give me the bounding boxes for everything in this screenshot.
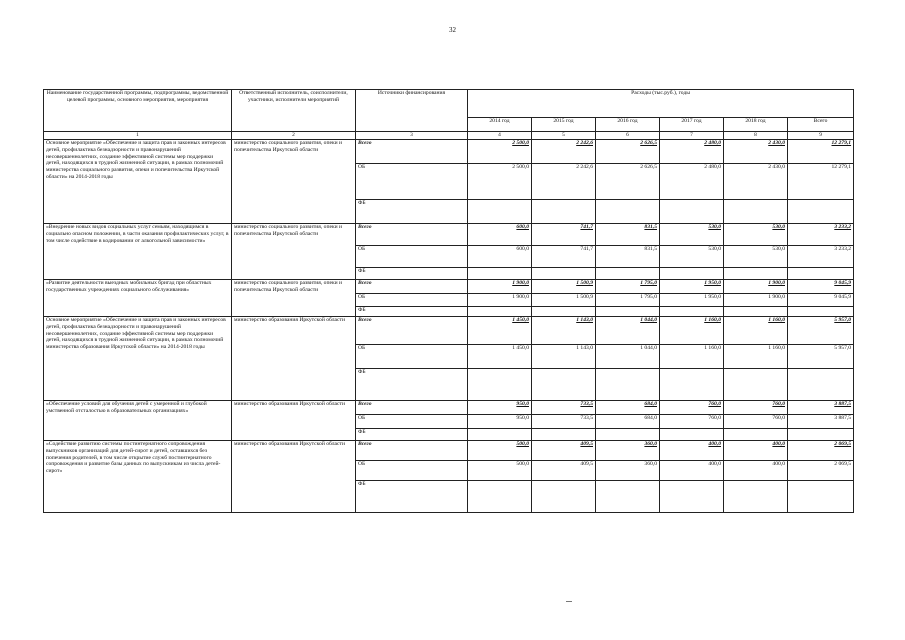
amount-cell	[788, 200, 854, 224]
amount-cell	[660, 481, 724, 513]
amount-cell: 2 242,6	[532, 164, 596, 200]
program-name-cell: Основное мероприятие «Обеспечение и защита прав и законных интересов детей, профилактика безнадзорности и правонарушений несовершеннолетних, создание эффективной системы мер поддержки детей, находящихся в трудной жизненной ситуации, в рамках полномочий министерства социального развития, опеки и попечительства Иркутской области» на 2014-2018 годы	[44, 140, 232, 224]
amount-cell	[660, 429, 724, 441]
amount-cell	[596, 481, 660, 513]
table-body	[44, 140, 854, 513]
amount-cell: 1 450,0	[468, 317, 532, 345]
table-row	[44, 401, 854, 415]
amount-cell	[788, 481, 854, 513]
amount-cell: 1 500,9	[532, 280, 596, 294]
amount-cell: 2 626,5	[596, 140, 660, 164]
amount-cell: 1 160,0	[724, 345, 788, 369]
amount-cell: 530,0	[724, 246, 788, 268]
amount-cell: 409,5	[532, 461, 596, 481]
page-number: 32	[449, 26, 456, 34]
amount-cell: 760,0	[724, 401, 788, 415]
funding-source-cell: ФБ	[356, 268, 468, 280]
amount-cell: 2 242,6	[532, 140, 596, 164]
amount-cell: 950,0	[468, 401, 532, 415]
amount-cell: 2 430,0	[724, 164, 788, 200]
table-row	[44, 317, 854, 345]
amount-cell: 760,0	[660, 415, 724, 429]
header-year: 2017 год	[660, 118, 724, 132]
amount-cell: 741,7	[532, 224, 596, 246]
funding-source-cell: ФБ	[356, 307, 468, 317]
amount-cell	[596, 200, 660, 224]
program-name-cell: «Внедрение новых видов социальных услуг семьям, находящимся в социально опасном положении, в части оказания профилактических услуг, в том числе содействие в кодировании от алкогольной зависимости»	[44, 224, 232, 280]
responsible-cell: министерство социального развития, опеки и попечительства Иркутской области	[232, 140, 356, 224]
amount-cell: 2 430,0	[724, 140, 788, 164]
amount-cell	[468, 307, 532, 317]
column-number: 8	[724, 132, 788, 140]
column-number: 1	[44, 132, 232, 140]
funding-source-cell: ОБ	[356, 164, 468, 200]
header-year: 2014 год	[468, 118, 532, 132]
table-row	[44, 441, 854, 461]
amount-cell: 12 279,1	[788, 164, 854, 200]
program-name-cell: «Содействие развитию системы постинтернатного сопровождения выпускников организаций для детей-сирот и детей, оставшихся без попечения родителей, в том числе открытие служб постинтернатного сопровождения и развитие базы данных по выпускникам из числа детей-сирот»	[44, 441, 232, 513]
amount-cell: 1 900,0	[468, 294, 532, 307]
amount-cell	[532, 268, 596, 280]
amount-cell	[724, 429, 788, 441]
amount-cell: 1 950,0	[660, 280, 724, 294]
header-total: Всего	[788, 118, 854, 132]
header-sources: Источники финансирования	[356, 90, 468, 132]
funding-source-cell: Всего	[356, 224, 468, 246]
header-expenses: Расходы (тыс.руб.), годы	[468, 90, 854, 118]
funding-source-cell: ОБ	[356, 461, 468, 481]
responsible-cell: министерство образования Иркутской области	[232, 441, 356, 513]
amount-cell: 400,0	[724, 441, 788, 461]
amount-cell: 500,0	[468, 441, 532, 461]
amount-cell: 360,0	[596, 441, 660, 461]
funding-source-cell: ФБ	[356, 200, 468, 224]
header-year: 2018 год	[724, 118, 788, 132]
amount-cell: 1 450,0	[468, 345, 532, 369]
column-number: 5	[532, 132, 596, 140]
amount-cell	[660, 200, 724, 224]
amount-cell: 684,0	[596, 401, 660, 415]
amount-cell	[596, 268, 660, 280]
column-number: 3	[356, 132, 468, 140]
amount-cell: 500,0	[468, 461, 532, 481]
amount-cell: 1 160,0	[724, 317, 788, 345]
amount-cell: 1 500,9	[532, 294, 596, 307]
amount-cell	[788, 268, 854, 280]
amount-cell: 409,5	[532, 441, 596, 461]
amount-cell: 530,0	[660, 246, 724, 268]
amount-cell	[660, 369, 724, 401]
amount-cell: 400,0	[660, 441, 724, 461]
amount-cell: 1 900,0	[724, 294, 788, 307]
amount-cell: 1 044,0	[596, 345, 660, 369]
amount-cell: 5 957,0	[788, 317, 854, 345]
amount-cell: 1 160,0	[660, 345, 724, 369]
responsible-cell: министерство образования Иркутской области	[232, 317, 356, 401]
table-row	[44, 140, 854, 164]
amount-cell: 1 795,0	[596, 280, 660, 294]
amount-cell: 2 480,0	[660, 140, 724, 164]
amount-cell: 12 279,1	[788, 140, 854, 164]
amount-cell: 733,5	[532, 401, 596, 415]
amount-cell: 600,0	[468, 224, 532, 246]
amount-cell	[788, 369, 854, 401]
funding-source-cell: ФБ	[356, 429, 468, 441]
header-responsible: Ответственный исполнитель, соисполнители, участники, исполнители мероприятий	[232, 90, 356, 132]
amount-cell	[596, 369, 660, 401]
amount-cell	[788, 307, 854, 317]
funding-source-cell: ОБ	[356, 246, 468, 268]
amount-cell: 600,0	[468, 246, 532, 268]
funding-source-cell: Всего	[356, 280, 468, 294]
amount-cell: 2 626,5	[596, 164, 660, 200]
header-program-name: Наименование государственной программы, подпрограммы, ведомственной целевой программы, основного мероприятия, мероприятия	[44, 90, 232, 132]
funding-source-cell: Всего	[356, 401, 468, 415]
amount-cell: 530,0	[724, 224, 788, 246]
budget-table	[43, 89, 854, 513]
amount-cell: 3 887,5	[788, 415, 854, 429]
funding-source-cell: Всего	[356, 140, 468, 164]
amount-cell: 2 069,5	[788, 441, 854, 461]
amount-cell: 9 045,9	[788, 280, 854, 294]
amount-cell	[596, 429, 660, 441]
funding-source-cell: ОБ	[356, 294, 468, 307]
amount-cell	[596, 307, 660, 317]
amount-cell	[468, 429, 532, 441]
amount-cell: 684,0	[596, 415, 660, 429]
funding-source-cell: ОБ	[356, 345, 468, 369]
amount-cell: 950,0	[468, 415, 532, 429]
program-name-cell: «Развитие деятельности выездных мобильных бригад при областных государственных учреждениях социального обслуживания»	[44, 280, 232, 317]
amount-cell	[468, 268, 532, 280]
amount-cell: 760,0	[724, 415, 788, 429]
amount-cell: 1 900,0	[724, 280, 788, 294]
amount-cell: 2 069,5	[788, 461, 854, 481]
amount-cell: 1 143,0	[532, 345, 596, 369]
funding-source-cell: Всего	[356, 317, 468, 345]
header-year: 2015 год	[532, 118, 596, 132]
responsible-cell: министерство социального развития, опеки и попечительства Иркутской области	[232, 280, 356, 317]
table-row	[44, 280, 854, 294]
table-row	[44, 224, 854, 246]
amount-cell: 3 233,2	[788, 246, 854, 268]
program-name-cell: Основное мероприятие «Обеспечение и защита прав и законных интересов детей, профилактика безнадзорности и правонарушений несовершеннолетних, создание эффективной системы мер поддержки детей, находящихся в трудной жизненной ситуации, в рамках полномочий министерства образования Иркутской области» на 2014-2018 годы	[44, 317, 232, 401]
funding-source-cell: Всего	[356, 441, 468, 461]
amount-cell: 1 160,0	[660, 317, 724, 345]
column-number: 2	[232, 132, 356, 140]
program-name-cell: «Обеспечение условий для обучения детей с умеренной и глубокой умственной отсталостью в образовательных организациях»	[44, 401, 232, 441]
amount-cell: 733,5	[532, 415, 596, 429]
column-number: 6	[596, 132, 660, 140]
amount-cell	[468, 481, 532, 513]
amount-cell: 1 950,0	[660, 294, 724, 307]
amount-cell: 9 045,9	[788, 294, 854, 307]
amount-cell	[724, 307, 788, 317]
amount-cell	[532, 481, 596, 513]
amount-cell: 1 143,0	[532, 317, 596, 345]
responsible-cell: министерство социального развития, опеки и попечительства Иркутской области	[232, 224, 356, 280]
amount-cell: 3 887,5	[788, 401, 854, 415]
column-number: 4	[468, 132, 532, 140]
amount-cell	[724, 369, 788, 401]
column-number: 9	[788, 132, 854, 140]
amount-cell: 400,0	[660, 461, 724, 481]
amount-cell: 3 233,2	[788, 224, 854, 246]
amount-cell: 760,0	[660, 401, 724, 415]
amount-cell	[468, 369, 532, 401]
amount-cell: 530,0	[660, 224, 724, 246]
footer-mark	[566, 601, 572, 602]
funding-source-cell: ФБ	[356, 369, 468, 401]
responsible-cell: министерство образования Иркутской области	[232, 401, 356, 441]
amount-cell	[724, 481, 788, 513]
amount-cell	[788, 429, 854, 441]
funding-source-cell: ОБ	[356, 415, 468, 429]
amount-cell: 1 044,0	[596, 317, 660, 345]
amount-cell	[724, 200, 788, 224]
amount-cell: 831,5	[596, 224, 660, 246]
amount-cell	[724, 268, 788, 280]
amount-cell: 1 795,0	[596, 294, 660, 307]
amount-cell: 360,0	[596, 461, 660, 481]
amount-cell	[532, 369, 596, 401]
amount-cell: 741,7	[532, 246, 596, 268]
amount-cell	[532, 307, 596, 317]
funding-source-cell: ФБ	[356, 481, 468, 513]
amount-cell	[532, 200, 596, 224]
amount-cell: 2 480,0	[660, 164, 724, 200]
amount-cell	[468, 200, 532, 224]
amount-cell	[660, 307, 724, 317]
amount-cell	[660, 268, 724, 280]
amount-cell	[532, 429, 596, 441]
amount-cell: 831,5	[596, 246, 660, 268]
amount-cell: 2 500,0	[468, 140, 532, 164]
column-number: 7	[660, 132, 724, 140]
header-year: 2016 год	[596, 118, 660, 132]
amount-cell: 400,0	[724, 461, 788, 481]
amount-cell: 2 500,0	[468, 164, 532, 200]
amount-cell: 1 900,0	[468, 280, 532, 294]
amount-cell: 5 957,0	[788, 345, 854, 369]
